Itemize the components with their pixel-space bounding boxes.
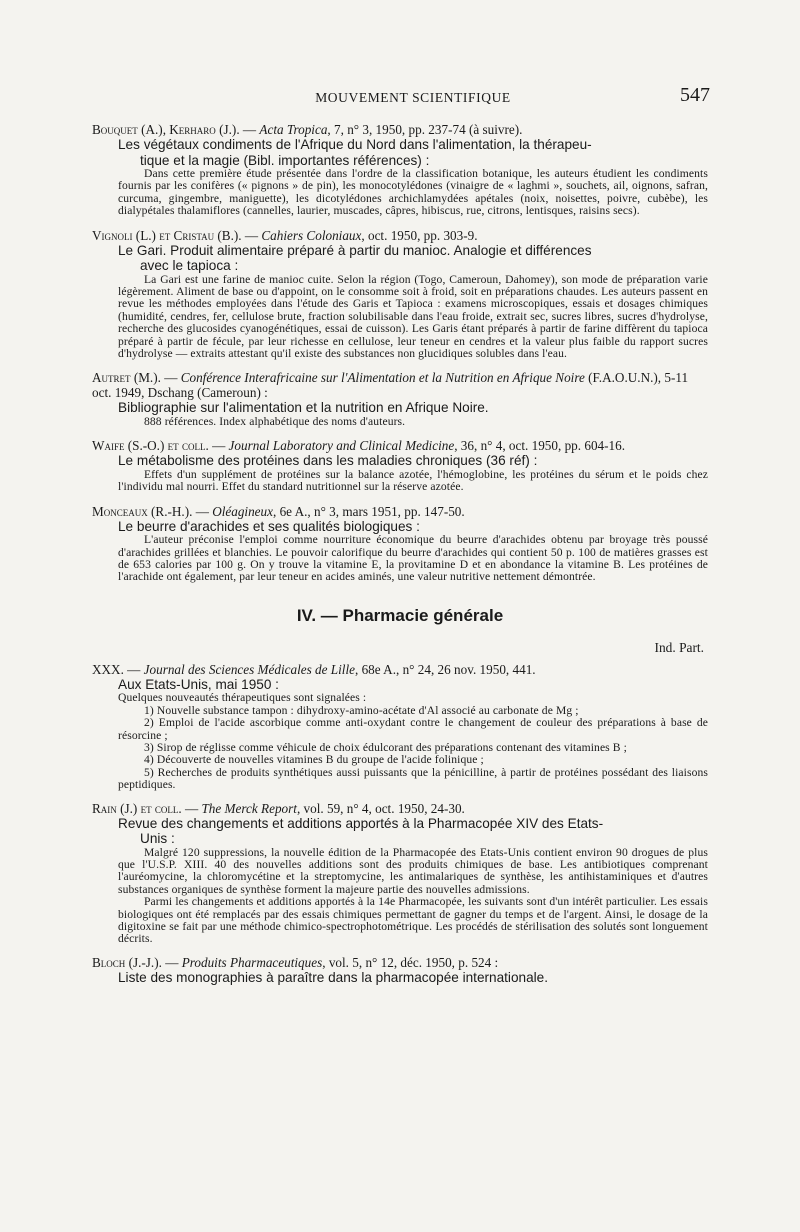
- citation-details: , 7, n° 3, 1950, pp. 237-74 (à suivre).: [327, 122, 523, 137]
- bibliography-entry: [92, 438, 708, 493]
- section-heading: IV. — Pharmacie générale: [296, 605, 504, 625]
- separator: —: [244, 227, 259, 243]
- authors: Rain (J.) et coll.: [92, 800, 182, 816]
- bibliography-entry: [92, 801, 708, 946]
- article-title: [118, 243, 708, 274]
- abstract-line: 4) Découverte de nouvelles vitamines B du groupe de l'acide folinique ;: [144, 753, 484, 767]
- citation: [92, 504, 708, 519]
- bibliography-entry: [92, 662, 708, 792]
- separator: —: [164, 370, 178, 386]
- citation-details: , oct. 1950, pp. 303-9.: [361, 227, 478, 243]
- article-title-line: Bibliographie sur l'alimentation et la nutrition en Afrique Noire.: [118, 400, 489, 416]
- journal: Cahiers Coloniaux: [261, 227, 362, 243]
- citation-details: , vol. 5, n° 12, déc. 1950, p. 524 :: [322, 954, 499, 970]
- article-title: [118, 453, 708, 469]
- journal: Oléagineux: [212, 503, 273, 519]
- abstract-line: 3) Sirop de réglisse comme véhicule de choix édulcorant des préparations contenant des vitamines B ;: [144, 740, 627, 754]
- citation-details: , 36, n° 4, oct. 1950, pp. 604-16.: [454, 438, 626, 454]
- journal: The Merck Report: [201, 800, 297, 816]
- authors: XXX.: [92, 661, 124, 677]
- abstract: [118, 168, 708, 218]
- authors: Bouquet (A.), Kerharo (J.).: [92, 122, 240, 137]
- authors: Monceaux (R.-H.).: [92, 503, 193, 519]
- abstract-text: 888 références. Index alphabétique des noms d'auteurs.: [144, 414, 406, 428]
- separator: —: [127, 661, 141, 677]
- authors: Autret (M.).: [92, 370, 161, 386]
- article-title: [118, 970, 708, 986]
- bibliography-entry: [92, 504, 708, 584]
- citation: [92, 662, 708, 677]
- citation-details: , vol. 59, n° 4, oct. 1950, 24-30.: [296, 800, 465, 816]
- article-title-line: Revue des changements et additions apportés à la Pharmacopée XIV des Etats-: [118, 815, 604, 831]
- abstract: [118, 534, 708, 584]
- abstract: [118, 274, 708, 361]
- journal: Journal des Sciences Médicales de Lille: [143, 661, 355, 677]
- section-subheading: Ind. Part.: [654, 639, 704, 655]
- page-body: [92, 122, 708, 995]
- citation: [92, 801, 708, 816]
- article-title-continuation: avec le tapioca :: [140, 258, 239, 274]
- abstract-text: Effets d'un supplément de protéines sur la balance azotée, l'hémoglobine, les protéines du sérum et le poids chez l'individu mal nourri. Effet du standard nutritionnel sur la réserve azotée.: [118, 467, 708, 494]
- article-title: [118, 519, 708, 535]
- citation: [92, 955, 708, 970]
- abstract-text: Dans cette première étude présentée dans l'ordre de la classification botanique, les auteurs étudient les condiments fournis par les conifères (« pignons » de pin), les monocotylédones (vinaigre de « laghmi », souchets, ail, oignons, safran, curcuma, gingembre, maniguette), les dicotylédones archichlamydées apétales (noix, noisettes, poivre, cubèbe), les dialypétales thalamiflores (cannelles, laurier, muscades, câpres, hibiscus, rue, citrons, lentisques, raisins secs).: [118, 167, 708, 218]
- journal: Acta Tropica: [259, 122, 328, 137]
- article-title: [118, 400, 708, 416]
- bibliography-entry: [92, 955, 708, 986]
- running-head-title: MOUVEMENT SCIENTIFIQUE: [315, 90, 511, 105]
- abstract-line: 5) Recherches de produits synthétiques aussi puissants que la pénicilline, à partir de protéines possédant des liaisons peptidiques.: [118, 765, 708, 792]
- citation-details: , 68e A., n° 24, 26 nov. 1950, 441.: [354, 661, 536, 677]
- abstract-line: Quelques nouveautés thérapeutiques sont signalées :: [118, 691, 367, 705]
- separator: —: [184, 800, 199, 816]
- abstract-line: 1) Nouvelle substance tampon : dihydroxy-amino-acétate d'Al associé au carbonate de Mg ;: [144, 703, 579, 717]
- article-title: [118, 137, 708, 168]
- abstract-line: Malgré 120 suppressions, la nouvelle édition de la Pharmacopée des Etats-Unis contient environ 90 drogues de plus que l'U.S.P. XIII. 40 des nouvelles additions sont des produits chimiques de base. Les antibiotiques comprenant l'auréomycine, la chloromycétine et la streptomycine, les antimalariques de synthèse, les antihistaminiques et d'autres substances organiques de synthèse forment la majeure partie des nouvelles admissions.: [118, 845, 708, 896]
- bibliography-entry: [92, 370, 708, 428]
- authors: Waife (S.-O.) et coll.: [92, 438, 209, 454]
- article-title-line: Aux Etats-Unis, mai 1950 :: [118, 676, 279, 692]
- abstract: [118, 847, 708, 946]
- citation: [92, 228, 708, 243]
- journal: Conférence Interafricaine sur l'Alimentation et la Nutrition en Afrique Noire: [180, 370, 585, 386]
- article-title-line: Le métabolisme des protéines dans les maladies chroniques (36 réf) :: [118, 453, 538, 469]
- citation-details: (F.A.O.U.N.), 5-11 oct. 1949, Dschang (Cameroun) :: [92, 370, 689, 401]
- citation: [92, 438, 708, 453]
- article-title: [118, 816, 708, 847]
- article-title-line: Liste des monographies à paraître dans la pharmacopée internationale.: [118, 969, 548, 985]
- separator: —: [242, 122, 257, 137]
- page-number: 547: [680, 84, 710, 106]
- article-title-line: Le beurre d'arachides et ses qualités biologiques :: [118, 518, 420, 534]
- journal: Journal Laboratory and Clinical Medicine: [228, 438, 455, 454]
- abstract: [118, 416, 708, 428]
- separator: —: [212, 438, 226, 454]
- article-title: [118, 677, 708, 693]
- abstract-text: La Gari est une farine de manioc cuite. Selon la région (Togo, Cameroun, Dahomey), son mode de préparation varie légèrement. Aliment de base ou d'appoint, on le consomme soit à froid, soit en préparations chaudes. Les auteurs passent en revue les méthodes employées dans l'étude des Garis et Tapioca : examens microscopiques, essais et dosages chimiques (humidité, cendres, fer, cellulose brute, fraction solubilisable dans l'eau froide, extrait sec, sucres libres, sucres d'hydrolyse, recherche des glucosides cyanogénétiques, essai de cuisson). Les Garis étant préparés à partir de farine diffèrent du tapioca préparé à partir de fécule, par leur richesse en cellulose, leur teneur en cendres et la valeur plus faible du rapport sucres d'hydrolyse — extraits attestant qu'il existe des substances non glucidiques solubles dans l'eau.: [118, 272, 708, 361]
- abstract: [118, 469, 708, 494]
- article-title-line: Les végétaux condiments de l'Afrique du Nord dans l'alimentation, la thérapeu-: [118, 137, 592, 152]
- bibliography-entry: [92, 228, 708, 361]
- separator: —: [165, 954, 179, 970]
- article-title-continuation: tique et la magie (Bibl. importantes références) :: [140, 152, 430, 168]
- authors: Vignoli (L.) et Cristau (B.).: [92, 227, 242, 243]
- citation: [92, 370, 708, 400]
- abstract: [118, 692, 708, 791]
- citation: [92, 122, 708, 137]
- abstract-text: L'auteur préconise l'emploi comme nourriture économique du beurre d'arachides obtenu par broyage très poussé d'arachides grillées et blanchies. Le pouvoir calorifique du beurre d'arachides qui contient 50 p. 100 de matières grasses est de 653 calories par 100 g. On y trouve la vitamine E, la provitamine D et en abondance la vitamine B. Les protéines de l'arachide ont également, par leur teneur en acides aminés, une valeur nutritive nettement démontrée.: [118, 533, 708, 584]
- bibliography-entry: [92, 122, 708, 218]
- citation-details: , 6e A., n° 3, mars 1951, pp. 147-50.: [272, 503, 465, 519]
- article-title-line: Le Gari. Produit alimentaire préparé à partir du manioc. Analogie et différences: [118, 242, 592, 258]
- abstract-line: Parmi les changements et additions apportés à la 14e Pharmacopée, les suivants sont d'un intérêt particulier. Les essais biologiques ont été remplacés par des essais chimiques permettant de gagner du temps et de l'argent. Ainsi, le dosage de la digitoxine se fait par une méthode chimico-spectrophotométrique. Les procédés de stérilisation des solutés sont longuement décrits.: [118, 895, 708, 946]
- journal: Produits Pharmaceutiques: [181, 954, 323, 970]
- authors: Bloch (J.-J.).: [92, 954, 162, 970]
- running-head: [118, 86, 708, 110]
- separator: —: [195, 503, 209, 519]
- article-title-continuation: Unis :: [140, 831, 175, 847]
- abstract-line: 2) Emploi de l'acide ascorbique comme anti-oxydant contre le changement de couleur des préparations à base de résorcine ;: [118, 716, 708, 742]
